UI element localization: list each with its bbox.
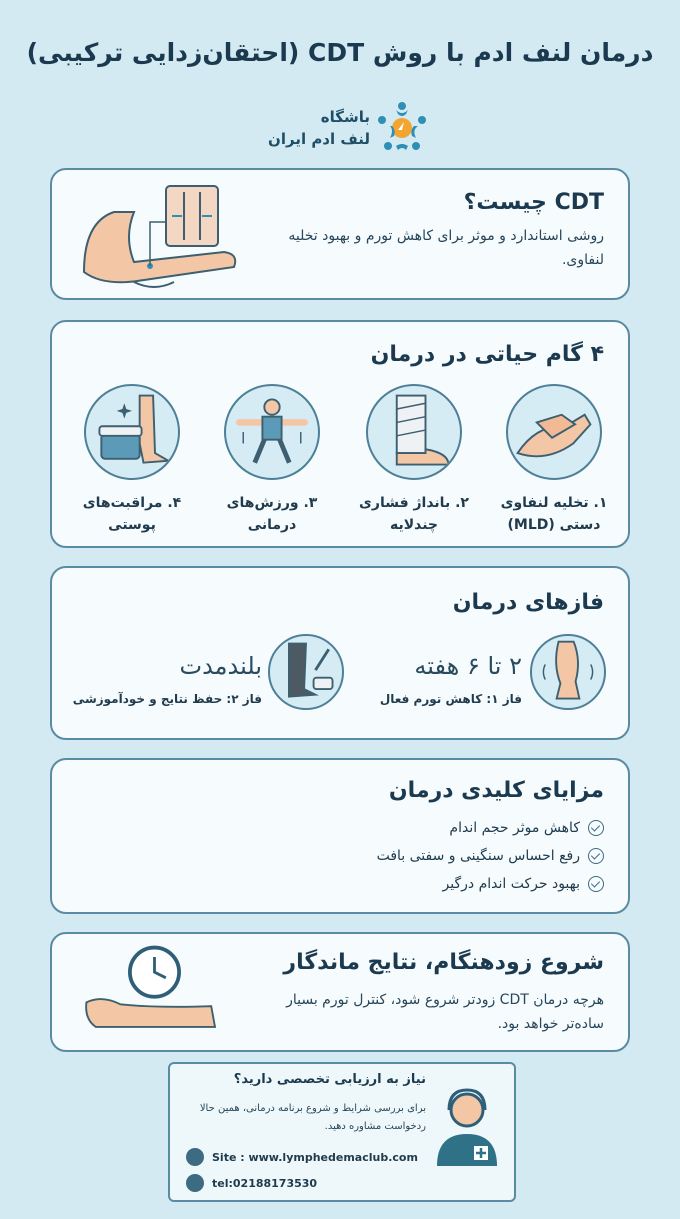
clock-leg-icon — [78, 940, 248, 1044]
logo-text — [268, 106, 370, 150]
phase2-duration: بلندمدت — [179, 652, 262, 680]
club-emblem-icon — [376, 100, 428, 156]
tel-link[interactable]: tel:02188173530 — [212, 1176, 318, 1190]
four-steps-card — [50, 320, 630, 548]
phone-icon — [186, 1174, 204, 1192]
early-text: هرچه درمان CDT زودتر شروع شود، کنترل تورم بسیار ساده‌تر خواهد بود. — [286, 992, 604, 1032]
phase2-label: فاز ۲: حفظ نتایج و خودآموزشی — [72, 692, 262, 706]
step2-label2: چندلایه — [389, 517, 439, 533]
step1-label1: ۱. تخلیه لنفاوی — [500, 495, 608, 511]
what-is-cdt-card — [50, 168, 630, 300]
step-skin — [72, 384, 192, 536]
early-start-card — [50, 932, 630, 1052]
step-exercise — [212, 384, 332, 536]
what-text: روشی استاندارد و موثر برای کاهش تورم و بهبود تخلیه لنفاوی. — [288, 228, 604, 268]
check-icon — [588, 820, 604, 836]
benefit-text: کاهش موثر حجم اندام — [449, 820, 580, 836]
check-icon — [588, 876, 604, 892]
early-title: شروع زودهنگام، نتایج ماندگار — [283, 950, 604, 975]
exercise-person-icon — [224, 384, 320, 480]
phases-title: فازهای درمان — [452, 590, 604, 615]
step1-label2: دستی (MLD) — [507, 517, 601, 533]
step4-label2: پوستی — [108, 517, 156, 533]
benefit-text: رفع احساس سنگینی و سفتی بافت — [376, 848, 580, 864]
benefits-card — [50, 758, 630, 914]
contact-text: برای بررسی شرایط و شروع برنامه درمانی، همین حالا ردخواست مشاوره دهید. — [199, 1103, 426, 1132]
page-title: درمان لنف ادم با روش CDT (احتقان‌زدایی ترکیبی) — [26, 38, 654, 67]
step-mld — [494, 384, 614, 536]
massage-hands-icon — [506, 384, 602, 480]
swollen-leg-icon — [530, 634, 606, 710]
contact-box — [168, 1062, 516, 1202]
site-link[interactable]: Site : www.lymphedemaclub.com — [212, 1150, 418, 1164]
benefit-item — [377, 848, 604, 864]
contact-title: نیاز به ارزیابی تخصصی دارید؟ — [233, 1072, 426, 1087]
phase1-duration: ۲ تا ۶ هفته — [414, 652, 522, 680]
cream-jar-icon — [84, 384, 180, 480]
club-logo — [258, 100, 428, 160]
globe-icon — [186, 1148, 204, 1166]
logo-line1: باشگاه — [320, 108, 370, 126]
tel-line[interactable] — [186, 1174, 317, 1192]
benefits-title: مزایای کلیدی درمان — [388, 778, 604, 803]
compression-sleeve-icon — [268, 634, 344, 710]
benefit-item — [449, 820, 604, 836]
step3-label2: درمانی — [247, 517, 297, 533]
arm-illustration-icon — [74, 182, 244, 292]
bandaged-foot-icon — [366, 384, 462, 480]
step-bandage — [354, 384, 474, 536]
step2-label1: ۲. بانداژ فشاری — [359, 495, 469, 511]
check-icon — [588, 848, 604, 864]
steps-title: ۴ گام حیاتی در درمان — [370, 342, 604, 367]
phase1-label: فاز ۱: کاهش تورم فعال — [379, 692, 522, 706]
step4-label1: ۴. مراقبت‌های — [82, 495, 182, 511]
doctor-headset-icon — [432, 1086, 502, 1176]
phases-card — [50, 566, 630, 740]
logo-line2: لنف ادم ایران — [268, 130, 370, 148]
benefit-text: بهبود حرکت اندام درگیر — [442, 876, 580, 892]
what-title: CDT چیست؟ — [463, 190, 604, 215]
site-line[interactable] — [186, 1148, 418, 1166]
benefit-item — [443, 876, 604, 892]
step3-label1: ۳. ورزش‌های — [226, 495, 318, 511]
